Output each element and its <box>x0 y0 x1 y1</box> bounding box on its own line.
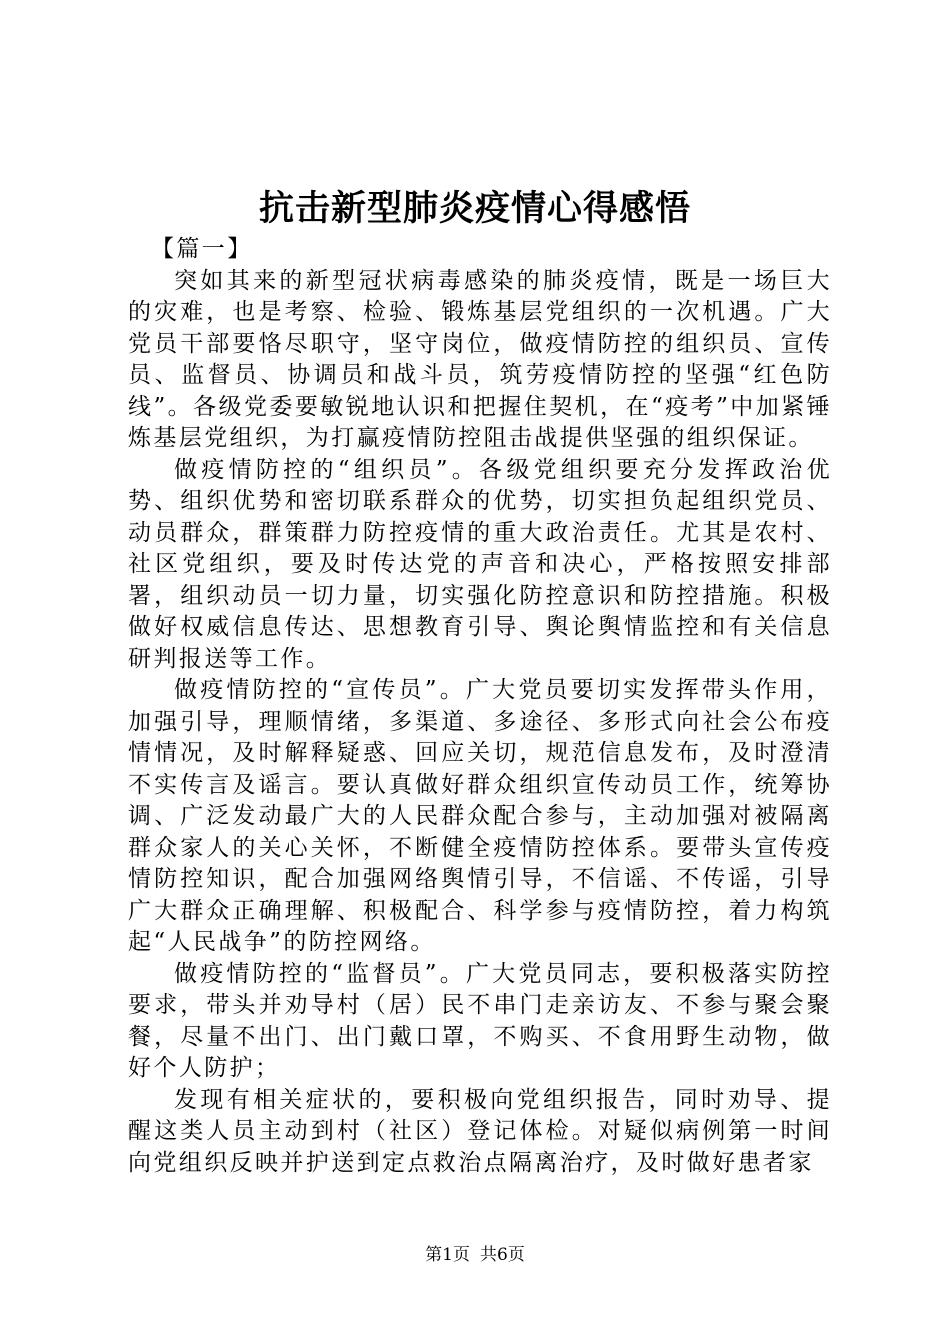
page-footer <box>0 1243 950 1267</box>
paragraph: 做疫情防控的“组织员”。各级党组织要充分发挥政治优势、组织优势和密切联系群众的优势，切实担负起组织党员、动员群众，群策群力防控疫情的重大政治责任。尤其是农村、社区党组织，要及时传达党的声音和决心，严格按照安排部署，组织动员一切力量，切实强化防控意识和防控措施。积极做好权威信息传达、思想教育引导、舆论舆情监控和有关信息研判报送等工作。 <box>128 456 832 672</box>
paragraph: 做疫情防控的“宣传员”。广大党员要切实发挥带头作用，加强引导，理顺情绪，多渠道、多途径、多形式向社会公布疫情情况，及时解释疑惑、回应关切，规范信息发布，及时澄清不实传言及谣言。要认真做好群众组织宣传动员工作，统筹协调、广泛发动最广大的人民群众配合参与，主动加强对被隔离群众家人的关心关怀，不断健全疫情防控体系。要带头宣传疫情防控知识，配合加强网络舆情引导，不信谣、不传谣，引导广大群众正确理解、积极配合、科学参与疫情防控，着力构筑起“人民战争”的防控网络。 <box>128 677 832 955</box>
page-total: 共6页 <box>480 1245 525 1265</box>
document-title: 抗击新型肺炎疫情心得感悟 <box>258 188 691 229</box>
paragraph: 发现有相关症状的，要积极向党组织报告，同时劝导、提醒这类人员主动到村（社区）登记体检。对疑似病例第一时间向党组织反映并护送到定点救治点隔离治疗，及时做好患者家 <box>128 1086 832 1176</box>
section-label: 【篇一】 <box>151 236 253 262</box>
paragraph: 突如其来的新型冠状病毒感染的肺炎疫情，既是一场巨大的灾难，也是考察、检验、锻炼基层党组织的一次机遇。广大党员干部要恪尽职守，坚守岗位，做疫情防控的组织员、宣传员、监督员、协调员和战斗员，筑劳疫情防控的坚强“红色防线”。各级党委要敏锐地认识和把握住契机，在“疫考”中加紧锤炼基层党组织，为打赢疫情防控阻击战提供坚强的组织保证。 <box>128 267 832 451</box>
paragraph: 做疫情防控的“监督员”。广大党员同志，要积极落实防控要求，带头并劝导村（居）民不串门走亲访友、不参与聚会聚餐，尽量不出门、出门戴口罩，不购买、不食用野生动物，做好个人防护； <box>128 960 832 1081</box>
document-body <box>128 234 832 1179</box>
page-number: 第1页 <box>425 1245 470 1265</box>
